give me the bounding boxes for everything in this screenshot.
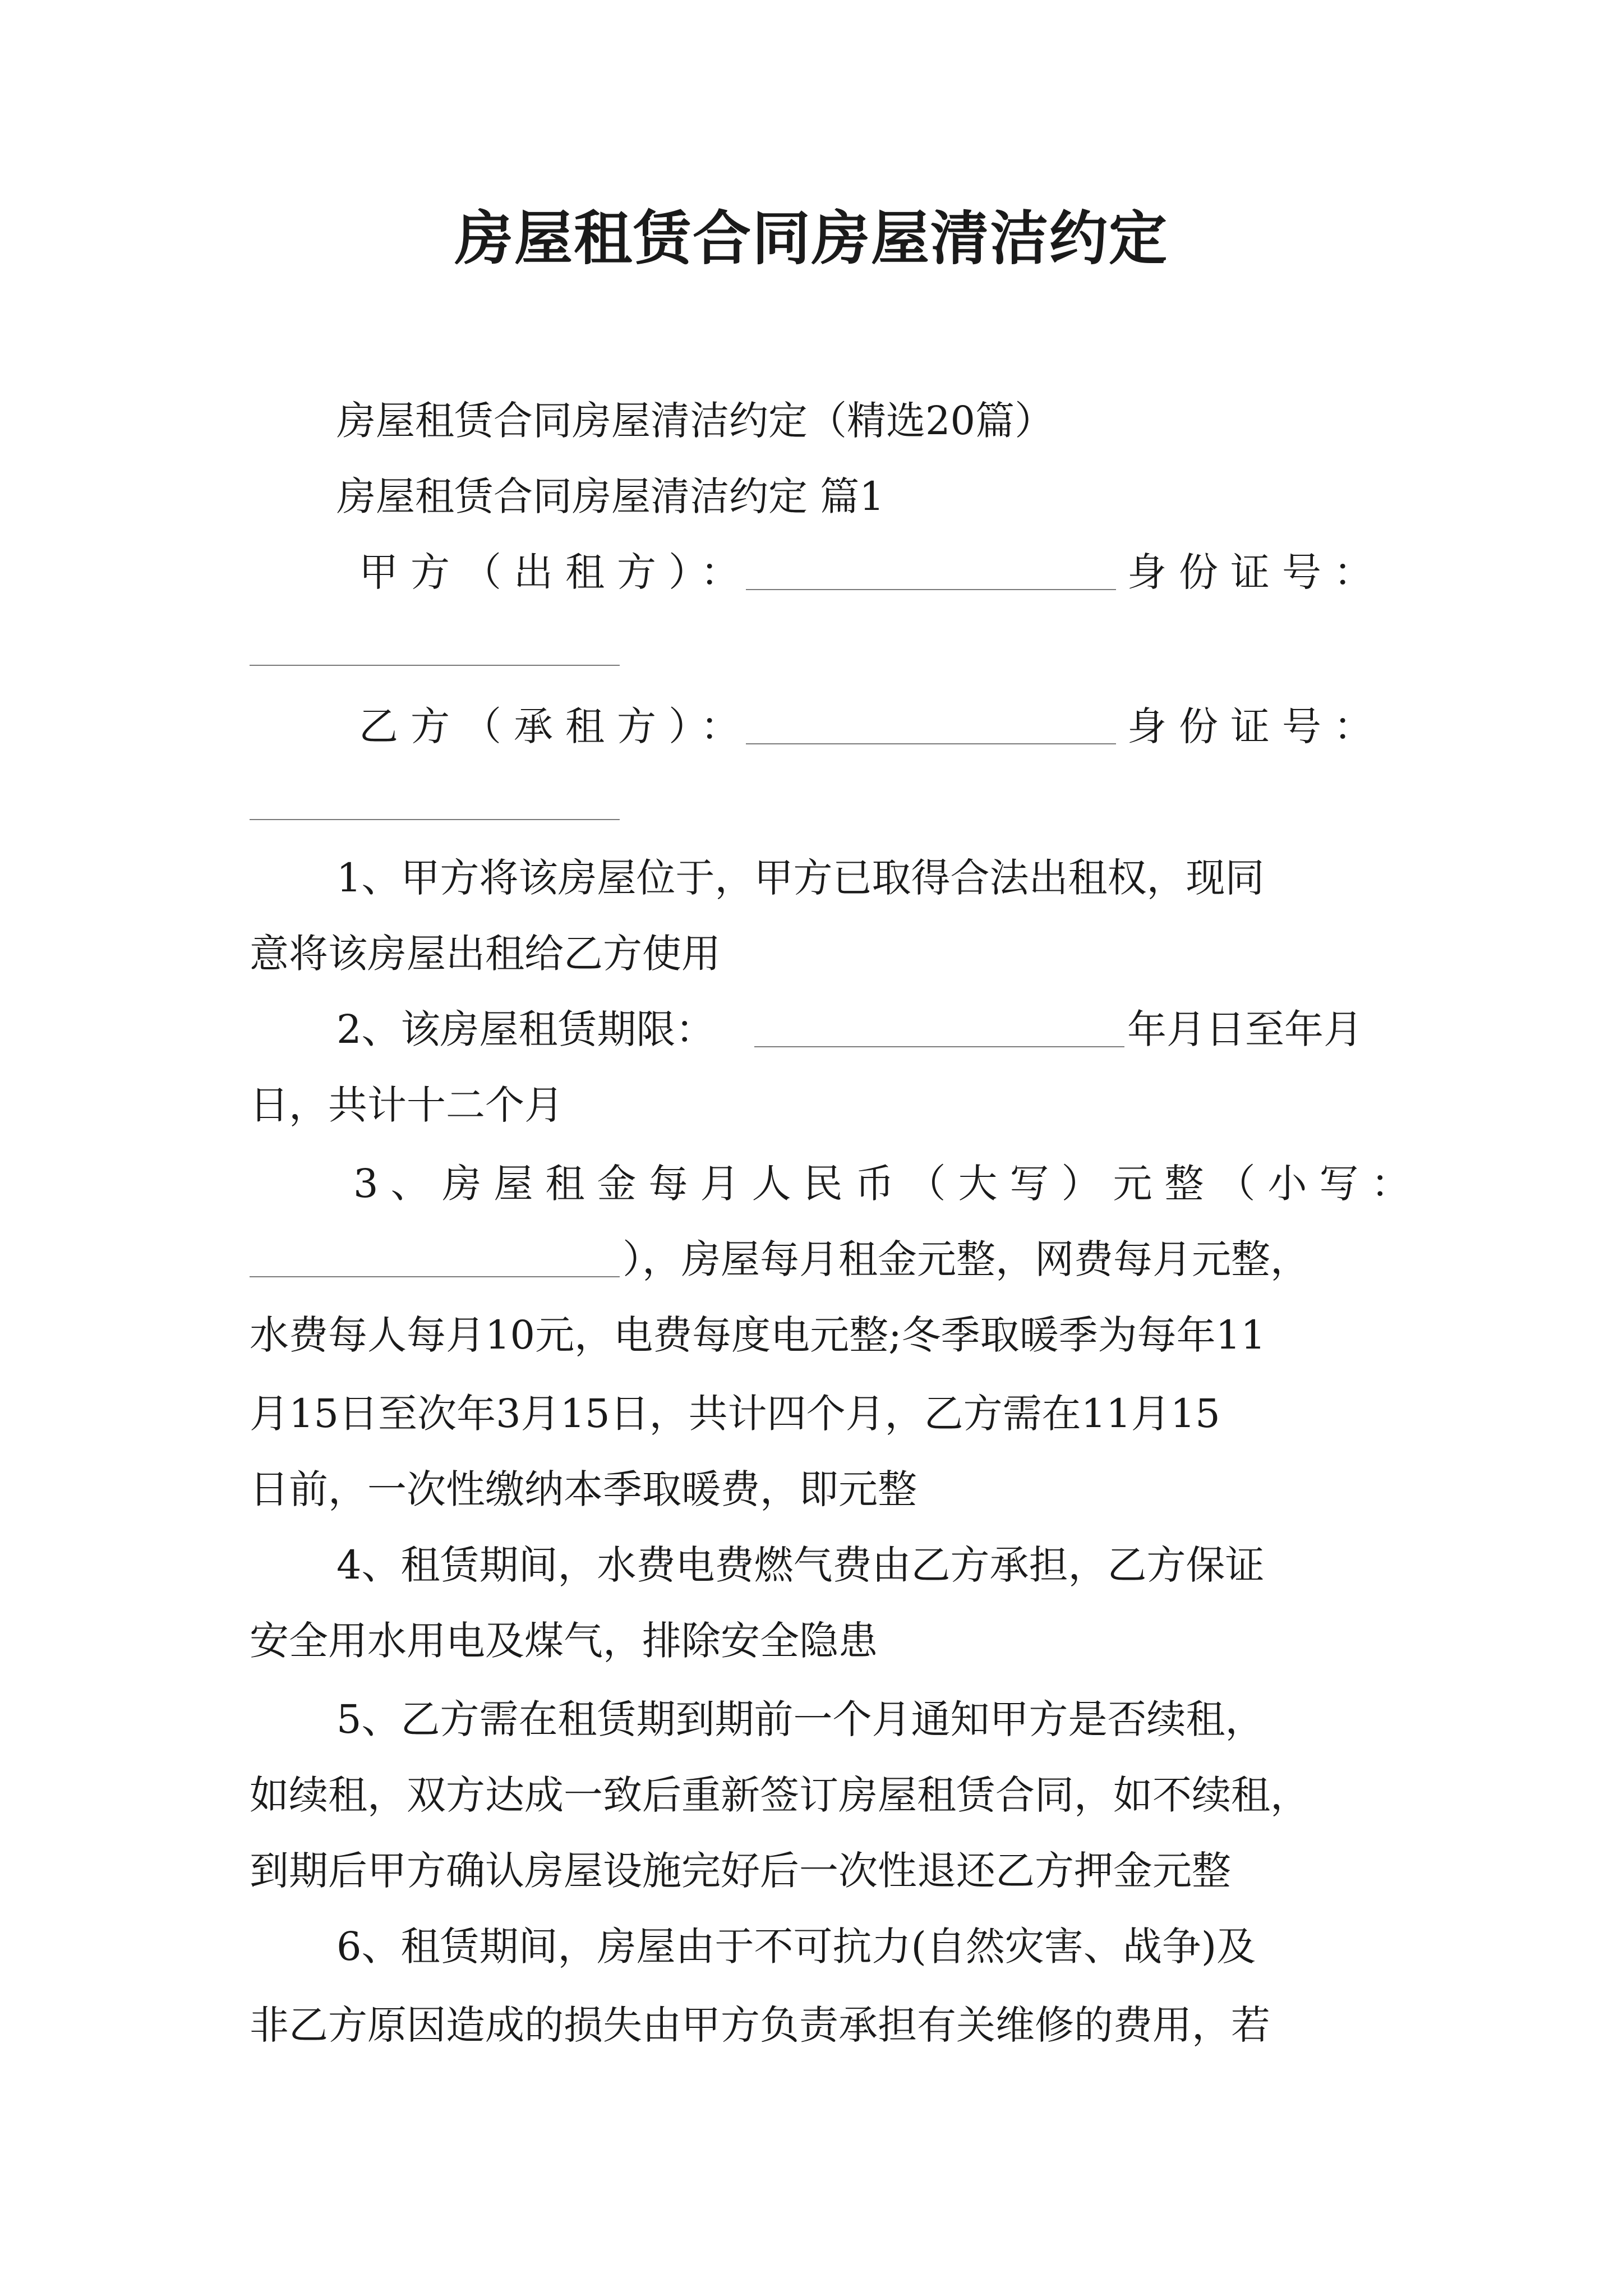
clause-2-line-2: 日，共计十二个月 [250, 1082, 564, 1128]
party-b-id-blank [250, 819, 620, 820]
party-b-label: 乙方（承租方）： [359, 703, 752, 749]
clause-5-line-2: 如续租，双方达成一致后重新签订房屋租赁合同，如不续租， [250, 1772, 1310, 1818]
document-title: 房屋租赁合同房屋清洁约定 [454, 204, 1168, 273]
party-a-id-blank [250, 665, 620, 666]
clause-6-line-1: 6、租赁期间，房屋由于不可抗力(自然灾害、战争)及 [336, 1924, 1256, 1970]
clause-3-line-4: 月15日至次年3月15日，共计四个月，乙方需在11月15 [250, 1391, 1220, 1437]
clause-5-line-1: 5、乙方需在租赁期到期前一个月通知甲方是否续租， [336, 1696, 1265, 1742]
party-a-label: 甲方（出租方）： [359, 549, 752, 595]
clause-3-line-5: 日前，一次性缴纳本季取暖费，即元整 [250, 1466, 917, 1512]
clause-3-line-1: 3、房屋租金每月人民币（大写）元整（小写： [353, 1161, 1423, 1207]
party-a-name-blank [746, 589, 1116, 590]
clause-1-line-1: 1、甲方将该房屋位于，甲方已取得合法出租权，现同 [336, 855, 1265, 901]
clause-3-line-2: ），房屋每月租金元整，网费每月元整， [623, 1236, 1310, 1282]
clause-6-line-2: 非乙方原因造成的损失由甲方负责承担有关维修的费用，若 [250, 2002, 1270, 2048]
section-heading: 房屋租赁合同房屋清洁约定 篇1 [336, 473, 884, 519]
clause-2-prefix: 2、该房屋租赁期限： [336, 1006, 715, 1052]
clause-5-line-3: 到期后甲方确认房屋设施完好后一次性退还乙方押金元整 [250, 1848, 1231, 1894]
clause-4-line-2: 安全用水用电及煤气，排除安全隐患 [250, 1618, 878, 1664]
party-a-id-label: 身份证号： [1127, 549, 1385, 595]
party-b-name-blank [746, 743, 1116, 744]
clause-4-line-1: 4、租赁期间，水费电费燃气费由乙方承担，乙方保证 [336, 1542, 1265, 1588]
clause-3-line-3: 水费每人每月10元，电费每度电元整;冬季取暖季为每年11 [250, 1312, 1266, 1358]
rent-amount-blank [250, 1276, 620, 1277]
clause-2-suffix: 年月日至年月 [1127, 1006, 1363, 1052]
lease-term-blank [754, 1046, 1124, 1047]
document-subtitle: 房屋租赁合同房屋清洁约定（精选20篇） [336, 398, 1054, 444]
clause-1-line-2: 意将该房屋出租给乙方使用 [250, 931, 721, 977]
party-b-id-label: 身份证号： [1127, 703, 1385, 749]
